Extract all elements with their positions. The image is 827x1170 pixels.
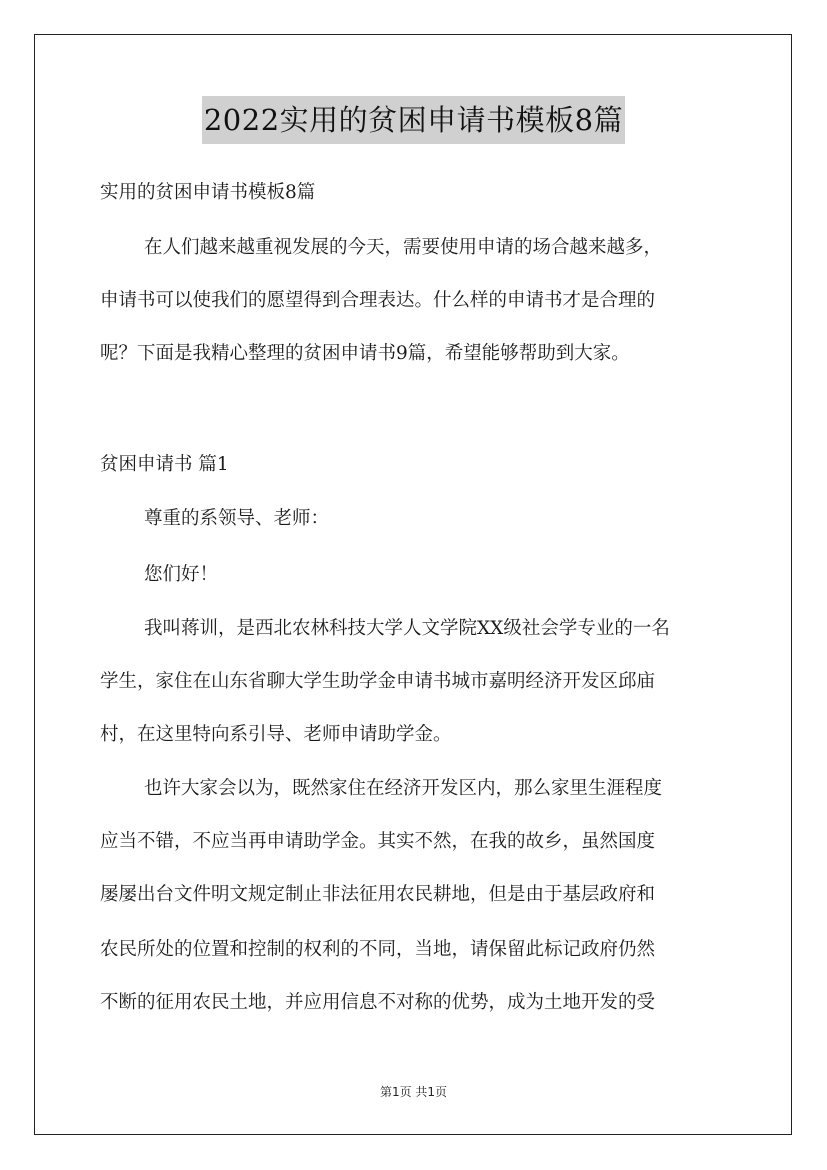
paragraph2-line-3: 屡屡出台文件明文规定制止非法征用农民耕地，但是由于基层政府和	[100, 884, 656, 905]
document-title: 2022实用的贫困申请书模板8篇	[202, 96, 625, 144]
paragraph2-line-5: 不断的征用农民土地，并应用信息不对称的优势，成为土地开发的受	[100, 992, 656, 1013]
intro-line-1: 在人们越来越重视发展的今天，需要使用申请的场合越来越多，	[144, 237, 663, 258]
paragraph2-line-4: 农民所处的位置和控制的权利的不同，当地，请保留此标记政府仍然	[100, 939, 656, 960]
salutation: 尊重的系领导、老师：	[144, 508, 330, 529]
intro-line-3: 呢？下面是我精心整理的贫困申请书9篇，希望能够帮助到大家。	[100, 343, 630, 364]
paragraph2-line-1: 也许大家会以为，既然家住在经济开发区内，那么家里生涯程度	[144, 778, 663, 799]
paragraph1-line-2: 学生，家住在山东省聊大学生助学金申请书城市嘉明经济开发区邱庙	[100, 671, 656, 692]
document-subtitle: 实用的贫困申请书模板8篇	[100, 182, 316, 203]
paragraph1-line-3: 村，在这里特向系引导、老师申请助学金。	[100, 724, 452, 745]
paragraph1-line-1: 我叫蒋训，是西北农林科技大学人文学院XX级社会学专业的一名	[144, 618, 670, 639]
section-heading: 贫困申请书 篇1	[100, 454, 229, 475]
greeting: 您们好！	[144, 564, 219, 585]
paragraph2-line-2: 应当不错，不应当再申请助学金。其实不然，在我的故乡，虽然国度	[100, 831, 656, 852]
intro-line-2: 申请书可以使我们的愿望得到合理表达。什么样的申请书才是合理的	[100, 290, 656, 311]
page-footer: 第1页 共1页	[379, 1085, 448, 1099]
title-container	[0, 96, 827, 144]
